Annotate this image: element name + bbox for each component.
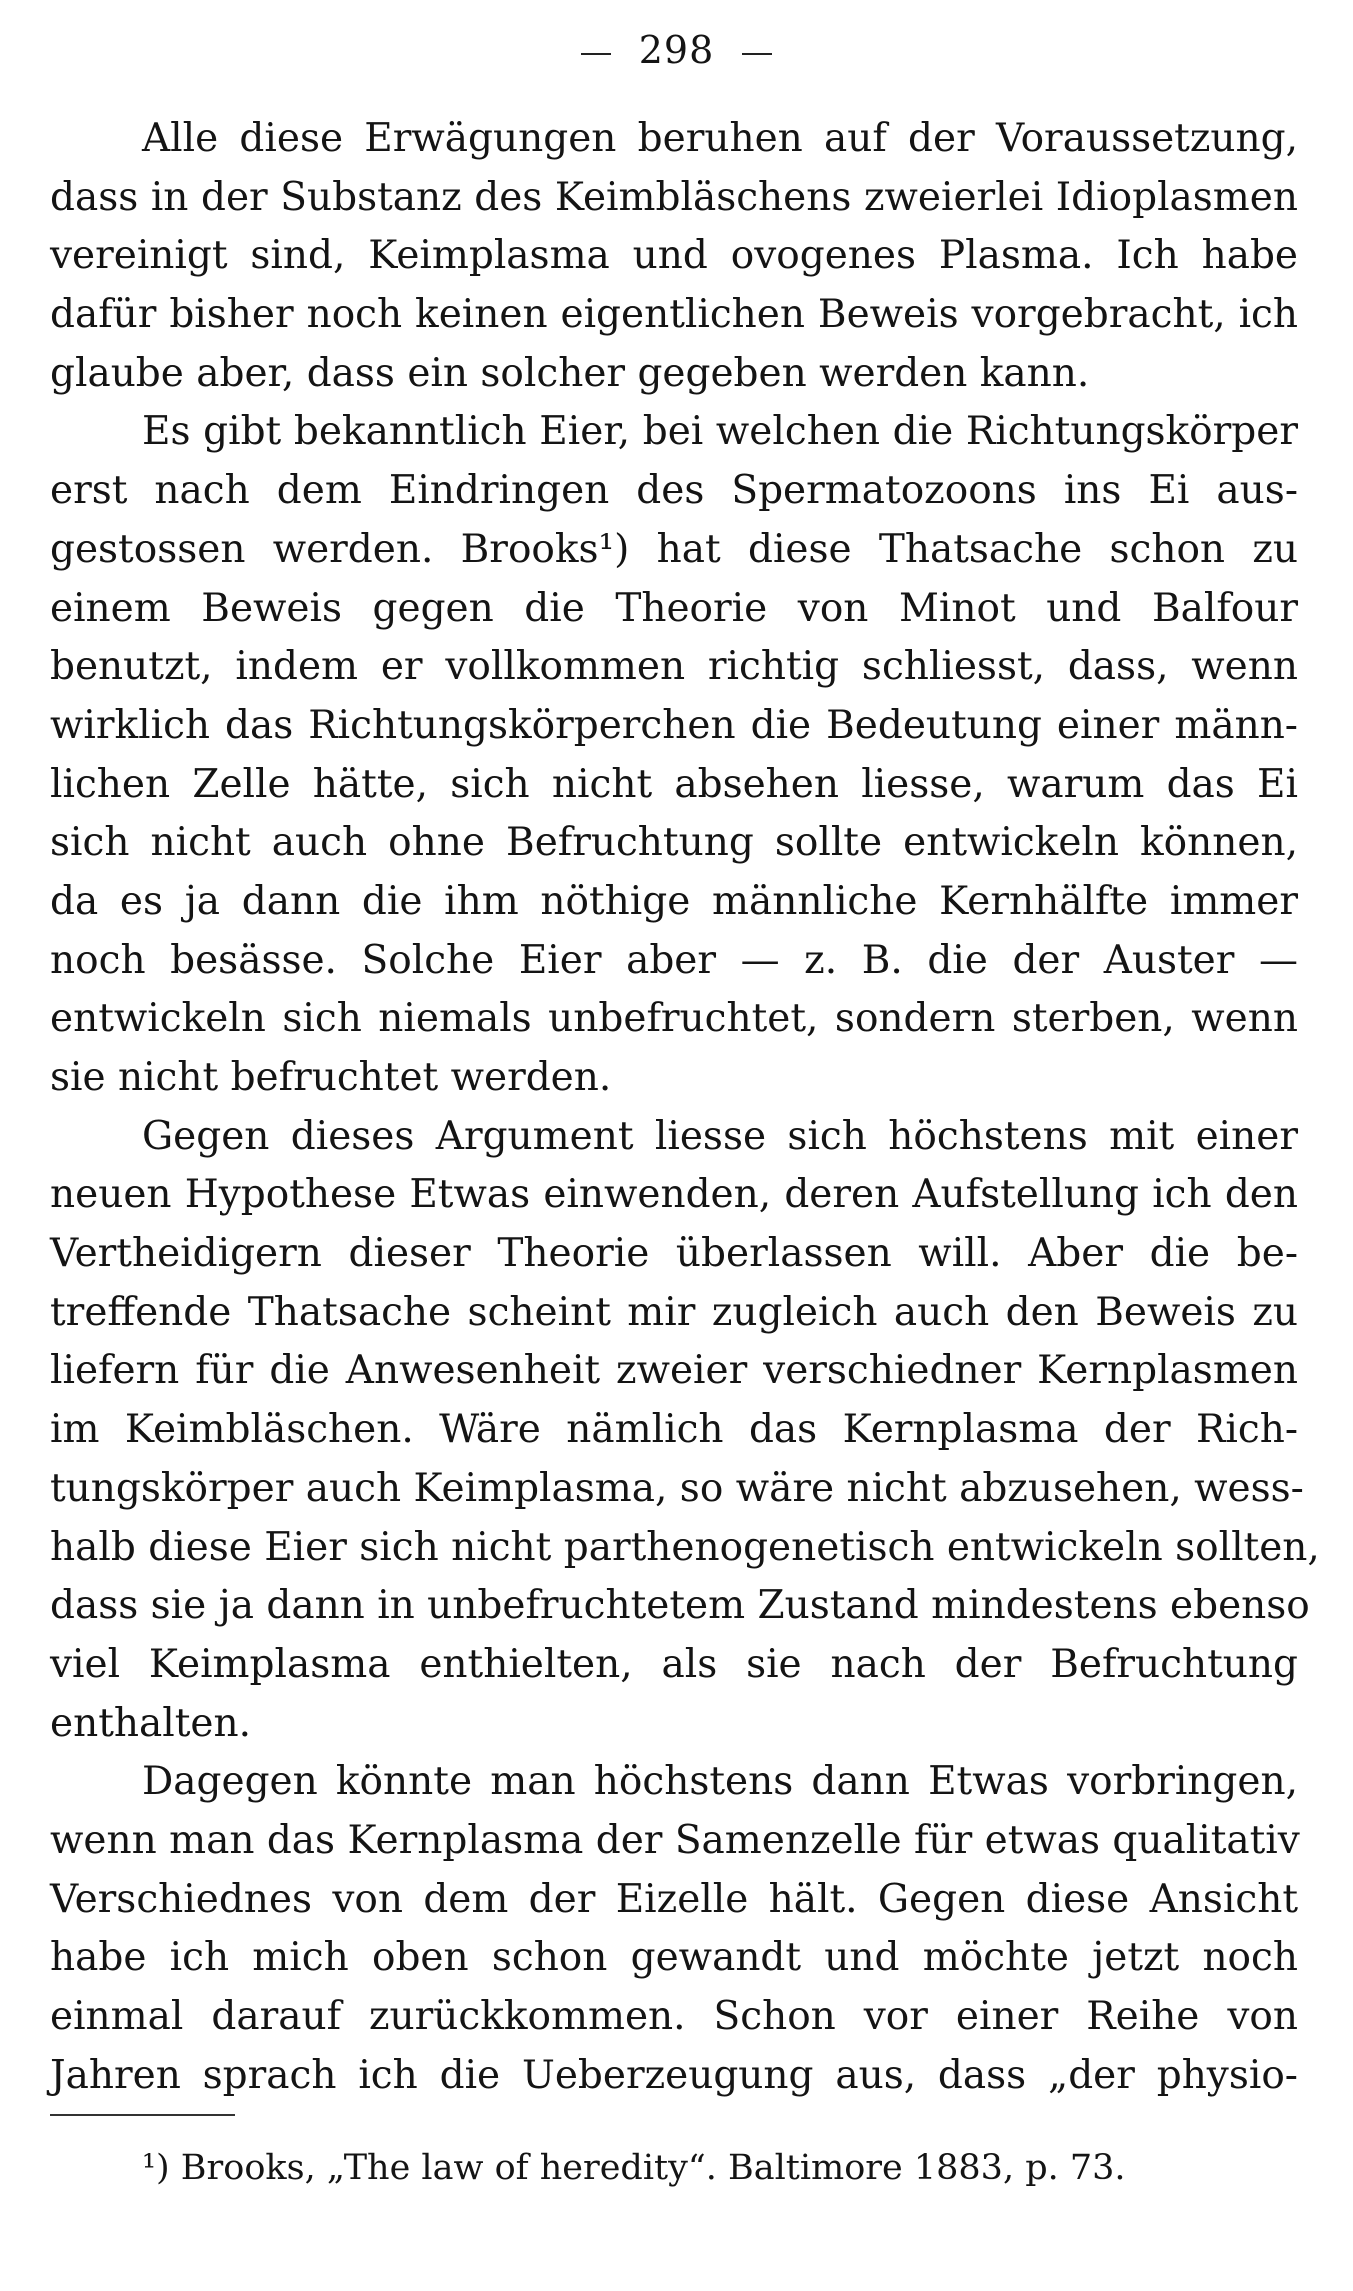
text-line: Verschiednes von dem der Eizelle hält. Gegen diese Ansicht: [50, 1876, 1298, 1922]
text-line: dass in der Substanz des Keimbläschens zweierlei Idioplasmen: [50, 174, 1298, 220]
text-line: Gegen dieses Argument liesse sich höchstens mit einer: [142, 1113, 1298, 1159]
text-line: viel Keimplasma enthielten, als sie nach der Befruchtung: [50, 1641, 1298, 1687]
footnote: ¹) Brooks, „The law of heredity“. Baltimore 1883, p. 73.: [142, 2148, 1126, 2188]
paragraph-4: [50, 1753, 1298, 2105]
text-line: habe ich mich oben schon gewandt und möchte jetzt noch: [50, 1935, 1298, 1981]
text-line: im Keimbläschen. Wäre nämlich das Kernplasma der Rich-: [50, 1407, 1298, 1453]
text-line: vereinigt sind, Keimplasma und ovogenes Plasma. Ich habe: [50, 233, 1298, 279]
text-line: dass sie ja dann in unbefruchtetem Zustand mindestens ebenso: [50, 1583, 1310, 1629]
text-line: noch besässe. Solche Eier aber — z. B. die der Auster —: [50, 937, 1298, 983]
text-line: tungskörper auch Keimplasma, so wäre nicht abzusehen, wess-: [50, 1465, 1304, 1511]
text-line: glaube aber, dass ein solcher gegeben werden kann.: [50, 350, 1090, 396]
text-line: einem Beweis gegen die Theorie von Minot und Balfour: [50, 585, 1298, 631]
text-line: lichen Zelle hätte, sich nicht absehen liesse, warum das Ei: [50, 761, 1298, 807]
page-number-text: 298: [638, 28, 715, 72]
text-line: Dagegen könnte man höchstens dann Etwas vorbringen,: [142, 1759, 1298, 1805]
text-line: wenn man das Kernplasma der Samenzelle für etwas qualitativ: [50, 1817, 1300, 1863]
text-line: wirklich das Richtungskörperchen die Bedeutung einer männ-: [50, 702, 1298, 748]
text-line: entwickeln sich niemals unbefruchtet, sondern sterben, wenn: [50, 996, 1298, 1042]
page-number: [0, 28, 1353, 72]
text-line: liefern für die Anwesenheit zweier verschiedner Kernplasmen: [50, 1348, 1298, 1394]
text-line: treffende Thatsache scheint mir zugleich auch den Beweis zu: [50, 1289, 1298, 1335]
text-line: da es ja dann die ihm nöthige männliche Kernhälfte immer: [50, 878, 1298, 924]
paragraph-2: [50, 403, 1298, 1107]
text-line: Es gibt bekanntlich Eier, bei welchen die Richtungskörper: [142, 409, 1298, 455]
text-line: sich nicht auch ohne Befruchtung sollte entwickeln können,: [50, 820, 1298, 866]
text-line: gestossen werden. Brooks¹) hat diese Thatsache schon zu: [50, 526, 1298, 572]
text-line: einmal darauf zurückkommen. Schon vor einer Reihe von: [50, 1994, 1298, 2039]
text-line: enthalten.: [50, 1700, 251, 1746]
text-line: erst nach dem Eindringen des Spermatozoons ins Ei aus-: [50, 468, 1298, 514]
text-line: benutzt, indem er vollkommen richtig schliesst, dass, wenn: [50, 644, 1298, 690]
text-line: Vertheidigern dieser Theorie überlassen will. Aber die be-: [50, 1231, 1298, 1277]
text-line: dafür bisher noch keinen eigentlichen Beweis vorgebracht, ich: [50, 292, 1298, 338]
text-line: sie nicht befruchtet werden.: [50, 1055, 612, 1100]
text-line: neuen Hypothese Etwas einwenden, deren Aufstellung ich den: [50, 1172, 1298, 1218]
text-line: Alle diese Erwägungen beruhen auf der Voraussetzung,: [142, 116, 1298, 161]
paragraph-1: [50, 110, 1298, 403]
footnote-rule: [50, 2114, 235, 2116]
paragraph-3: [50, 1108, 1320, 1754]
page-number-dash-left: [581, 53, 611, 55]
text-line: halb diese Eier sich nicht parthenogenetisch entwickeln sollten,: [50, 1524, 1320, 1570]
body-text: [50, 110, 1320, 2105]
text-line: Jahren sprach ich die Ueberzeugung aus, dass „der physio-: [50, 2052, 1298, 2098]
page-number-dash-right: [742, 53, 772, 55]
